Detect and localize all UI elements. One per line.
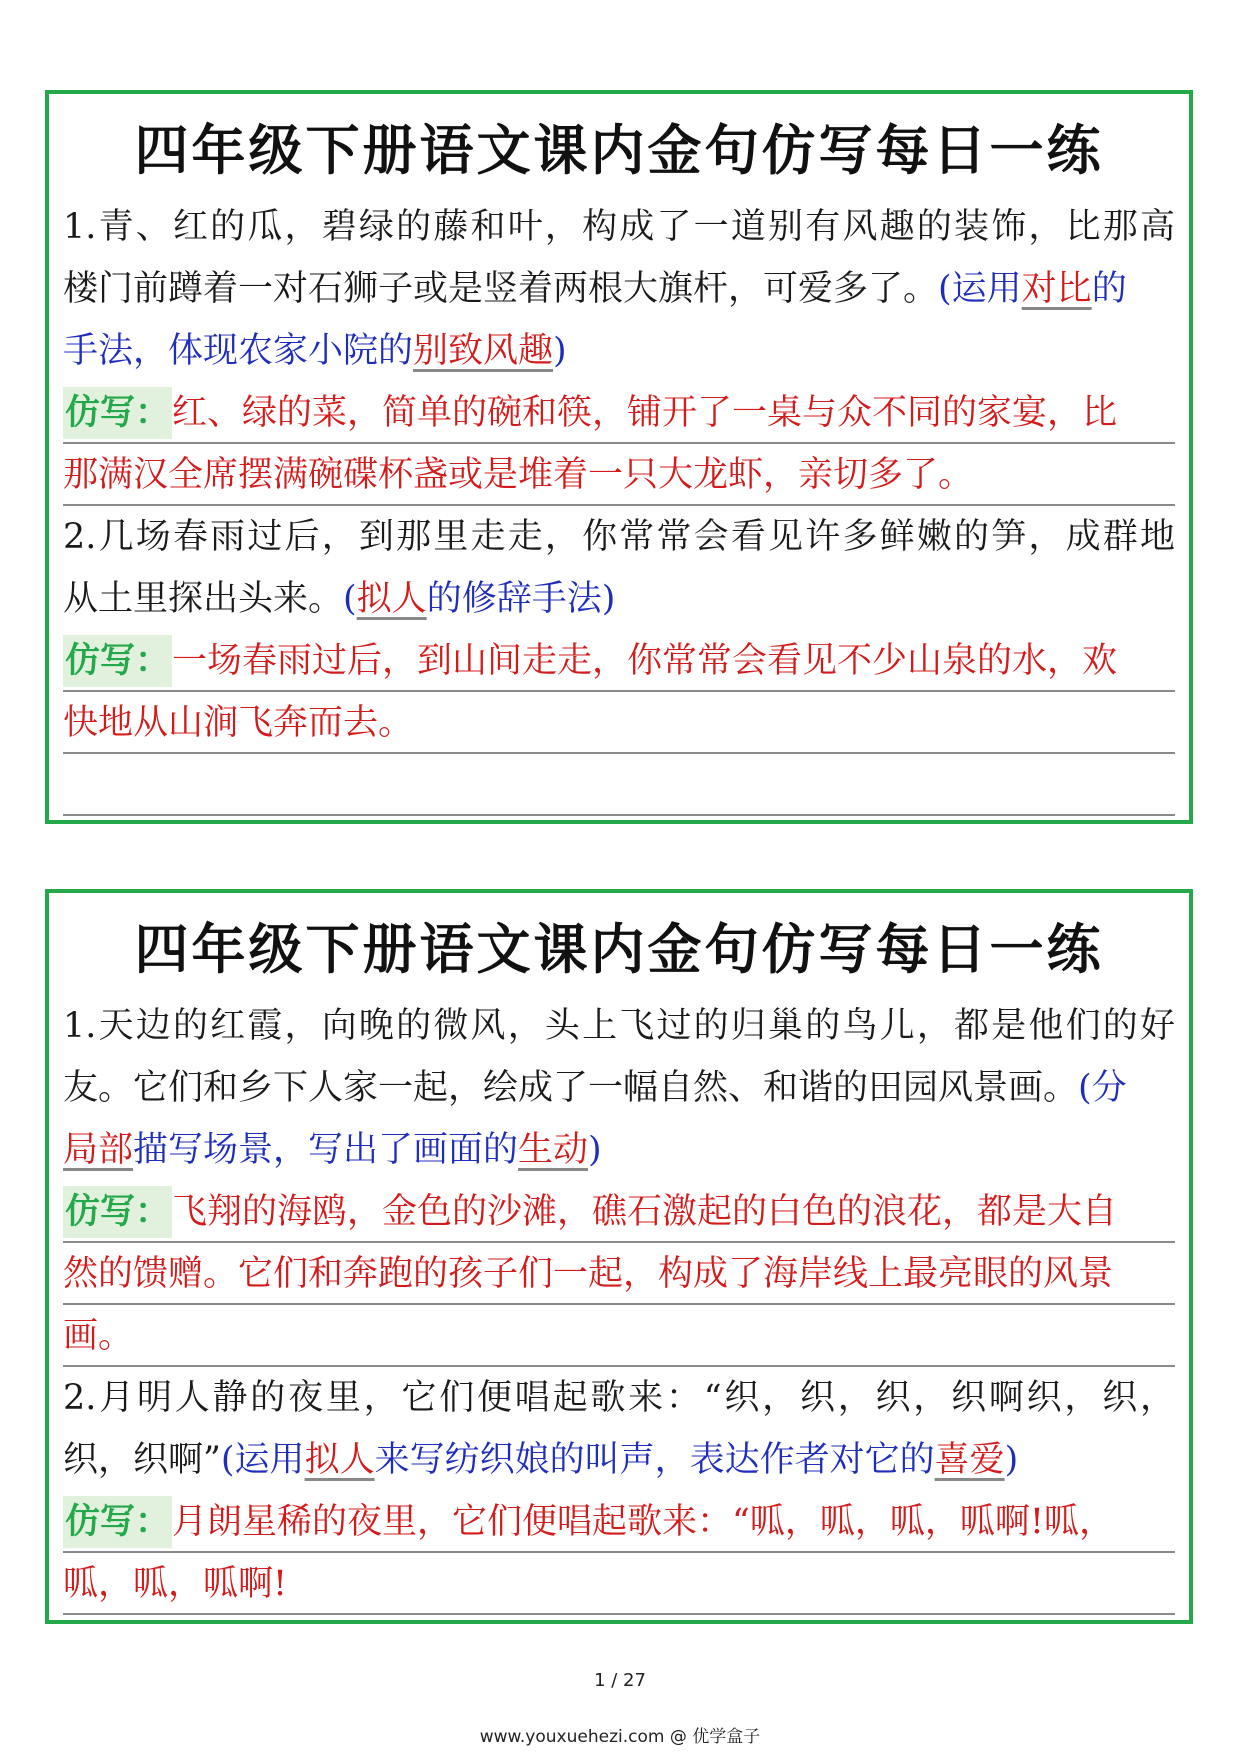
note-keyword: 别致风趣 [413,331,554,371]
note-text: ( [343,579,357,619]
imitation-text: 月朗星稀的夜里，它们便唱起歌来：“呱，呱，呱，呱啊!呱， [172,1502,1114,1542]
imitation-text: 然的馈赠。它们和奔跑的孩子们一起，构成了海岸线上最亮眼的风景 [63,1254,1114,1294]
imitation-label: 仿写： [63,1496,172,1548]
note-text: 来写纺织娘的叫声，表达作者对它的 [374,1440,935,1480]
note-text: (运用 [938,269,1022,309]
exercise-card-1 [45,90,1193,824]
card-title: 四年级下册语文课内金句仿写每日一练 [134,918,1104,981]
original-text: 2.月明人静的夜里，它们便唱起歌来：“织，织，织，织啊织，织， [63,1378,1175,1418]
note-text: 的修辞手法) [426,579,616,619]
sentence-line [63,1429,1175,1491]
imitation-label: 仿写： [63,635,172,687]
imitation-text: 一场春雨过后，到山间走走，你常常会看见不少山泉的水，欢 [172,641,1118,681]
imitation-text: 画。 [63,1316,134,1356]
card-body [63,196,1175,816]
note-text: 描写场景，写出了画面的 [133,1130,519,1170]
note-text: (运用 [220,1440,305,1480]
original-text: 2.几场春雨过后，到那里走走，你常常会看见许多鲜嫩的笋，成群地 [63,517,1175,557]
original-text: 楼门前蹲着一对石狮子或是竖着两根大旗杆，可爱多了。 [63,269,939,309]
imitation-line [63,444,1175,506]
sentence-line [63,258,1175,320]
blank-ruled-line [63,754,1175,816]
card-title: 四年级下册语文课内金句仿写每日一练 [134,119,1104,182]
imitation-line [63,630,1175,692]
imitation-line [63,1305,1175,1367]
original-text: 友。它们和乡下人家一起，绘成了一幅自然、和谐的田园风景画。 [63,1068,1079,1108]
imitation-label: 仿写： [63,387,172,439]
original-text: 1.天边的红霞，向晚的微风，头上飞过的归巢的鸟儿，都是他们的好 [63,1006,1175,1046]
note-text: ) [1004,1440,1019,1480]
card-body [63,995,1175,1615]
note-text: ) [588,1130,602,1170]
note-keyword: 生动 [518,1130,589,1170]
note-text: 手法，体现农家小院的 [63,331,414,371]
note-text: 的 [1091,269,1127,309]
note-text: (分 [1078,1068,1127,1108]
note-keyword: 喜爱 [934,1440,1005,1480]
imitation-line [63,1553,1175,1615]
imitation-label: 仿写： [63,1186,172,1238]
note-line [63,1119,1175,1181]
note-keyword: 拟人 [304,1440,375,1480]
sentence-line [63,1057,1175,1119]
note-keyword: 局部 [63,1130,134,1170]
imitation-line [63,1181,1175,1243]
sentence-line [63,995,1175,1057]
note-keyword: 对比 [1021,269,1092,309]
imitation-line [63,382,1175,444]
imitation-text: 快地从山涧飞奔而去。 [63,703,414,743]
sentence-line [63,1367,1175,1429]
sentence-line [63,506,1175,568]
note-text: ) [553,331,567,371]
page-number: 1 / 27 [594,1670,646,1691]
imitation-text: 飞翔的海鸥，金色的沙滩，礁石激起的白色的浪花，都是大自 [172,1192,1118,1232]
note-line [63,320,1175,382]
exercise-card-2 [45,889,1193,1624]
sentence-line [63,568,1175,630]
original-text: 从土里探出头来。 [63,579,344,619]
imitation-line [63,692,1175,754]
imitation-line [63,1243,1175,1305]
imitation-text: 那满汉全席摆满碗碟杯盏或是堆着一只大龙虾，亲切多了。 [63,455,974,495]
site-watermark: www.youxuehezi.com @ 优学盒子 [479,1727,761,1747]
imitation-text: 红、绿的菜，简单的碗和筷，铺开了一桌与众不同的家宴，比 [172,393,1118,433]
imitation-text: 呱，呱，呱啊! [63,1564,288,1604]
original-text: 织，织啊” [63,1440,221,1480]
note-keyword: 拟人 [356,579,427,619]
imitation-line [63,1491,1175,1553]
original-text: 1.青、红的瓜，碧绿的藤和叶，构成了一道别有风趣的装饰，比那高 [63,207,1175,247]
sentence-line [63,196,1175,258]
